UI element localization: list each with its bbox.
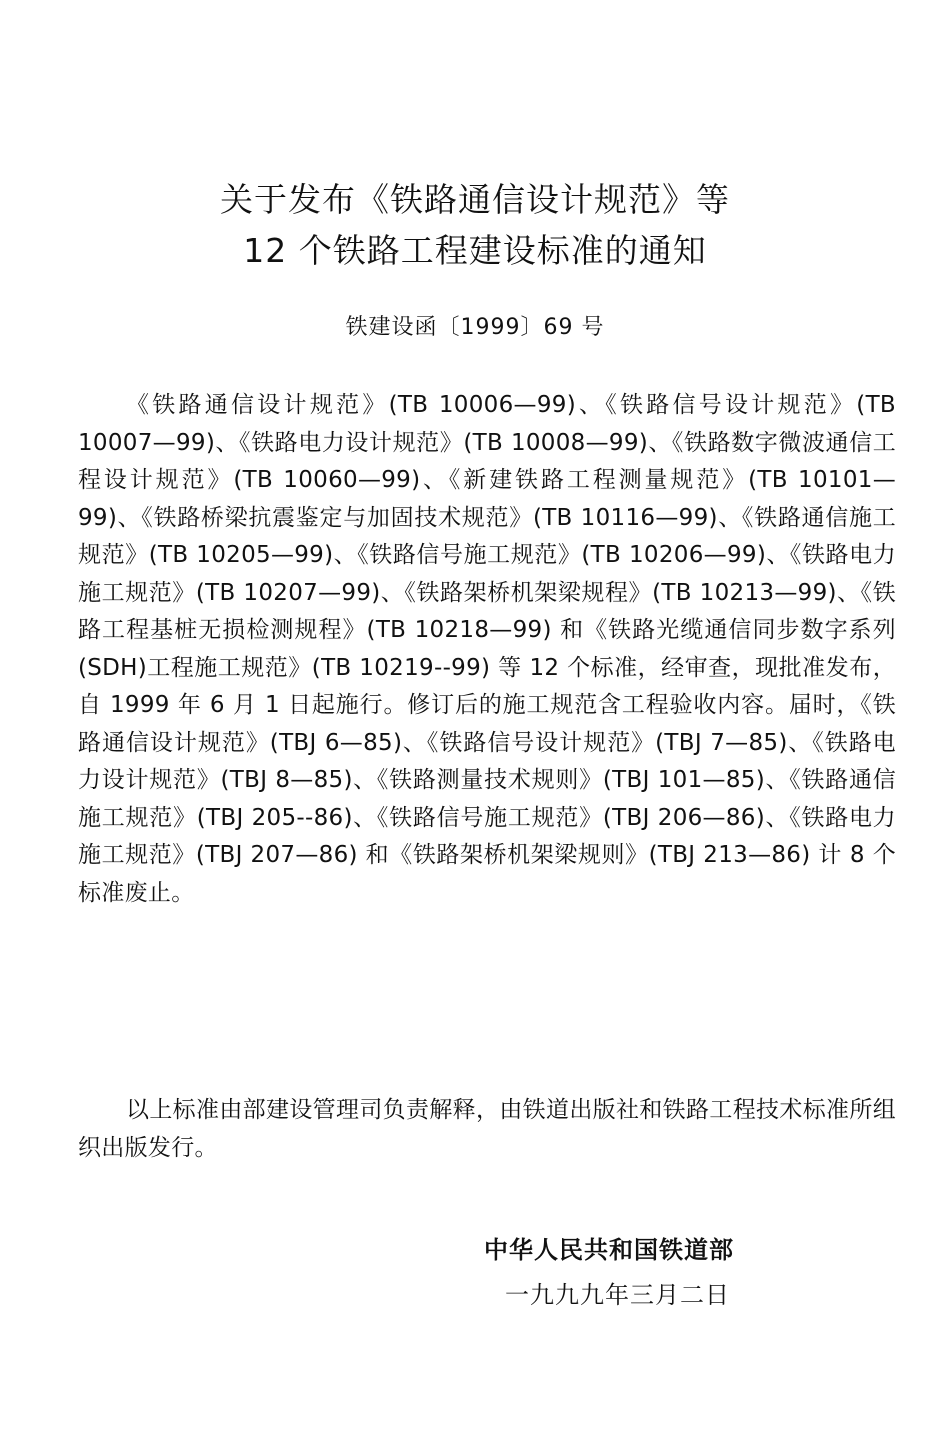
document-title-line-2: 12 个铁路工程建设标准的通知 xyxy=(243,231,707,270)
issuing-authority: 中华人民共和国铁道部 xyxy=(484,1236,734,1264)
body-paragraph-1: 《铁路通信设计规范》(TB 10006—99)、《铁路信号设计规范》(TB 10007—99)、《铁路电力设计规范》(TB 10008—99)、《铁路数字微波通信工程设计规范》(TB 10060—99)、《新建铁路工程测量规范》(TB 10101—99)、《铁路桥梁抗震鉴定与加固技术规范》(TB 10116—99)、《铁路通信施工规范》(TB 10205—99)、《铁路信号施工规范》(TB 10206—99)、《铁路电力施工规范》(TB 10207—99)、《铁路架桥机架梁规程》(TB 10213—99)、《铁路工程基桩无损检测规程》(TB 10218—99) 和《铁路光缆通信同步数字系列(SDH)工程施工规范》(TB 10219--99) 等 12 个标准，经审查，现批准发布，自 1999 年 6 月 1 日起施行。修订后的施工规范含工程验收内容。届时，《铁路通信设计规范》(TBJ 6—85)、《铁路信号设计规范》(TBJ 7—85)、《铁路电力设计规范》(TBJ 8—85)、《铁路测量技术规则》(TBJ 101—85)、《铁路通信施工规范》(TBJ 205--86)、《铁路信号施工规范》(TBJ 206—86)、《铁路电力施工规范》(TBJ 207—86) 和《铁路架桥机架梁规则》(TBJ 213—86) 计 8 个标准废止。 xyxy=(78,392,896,906)
document-number: 铁建设函〔1999〕69 号 xyxy=(345,315,605,340)
issue-date: 一九九九年三月二日 xyxy=(505,1281,730,1309)
document-title-line-1: 关于发布《铁路通信设计规范》等 xyxy=(220,180,730,219)
body-paragraph-2: 以上标准由部建设管理司负责解释，由铁道出版社和铁路工程技术标准所组织出版发行。 xyxy=(78,1097,896,1161)
